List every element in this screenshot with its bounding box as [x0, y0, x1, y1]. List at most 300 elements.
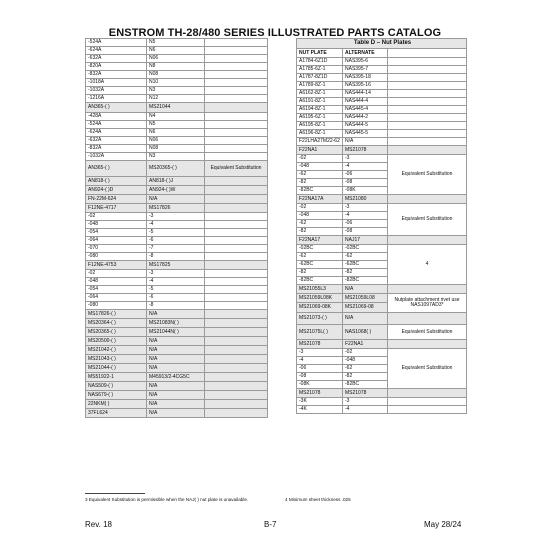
remarks-cell: [205, 103, 268, 113]
alternate-cell: N08: [147, 145, 205, 153]
remarks-cell: [205, 286, 268, 294]
nut-plate-cell: A1785-6Z-1: [297, 66, 343, 74]
alternate-cell: -4: [147, 278, 205, 286]
alternate-cell: N/A: [147, 346, 205, 355]
alternate-cell: -82BC: [343, 381, 388, 389]
part-number-cell: 37FL624: [86, 409, 147, 418]
remarks-cell: [205, 177, 268, 186]
remarks-cell: [388, 195, 467, 204]
alternate-cell: MS20365-( ): [147, 161, 205, 177]
table-row: [86, 204, 268, 213]
nut-plate-cell: -82: [297, 228, 343, 236]
remarks-cell: [205, 113, 268, 121]
remarks-cell: [205, 186, 268, 195]
table-row: [297, 285, 467, 294]
alternate-cell: -048: [343, 357, 388, 365]
part-number-cell: -524A: [86, 39, 147, 47]
remarks-cell: [205, 71, 268, 79]
part-number-cell: AN365-( ): [86, 103, 147, 113]
alternate-cell: NAS395-7: [343, 66, 388, 74]
remarks-cell: [388, 74, 467, 82]
table-row: [297, 294, 467, 303]
remarks-cell: [388, 146, 467, 155]
alternate-cell: N/A: [343, 138, 388, 146]
alternate-cell: N6: [147, 129, 205, 137]
table-row: [297, 66, 467, 74]
alternate-cell: -08K: [343, 187, 388, 195]
alternate-cell: N3: [147, 87, 205, 95]
alternate-cell: -82: [343, 269, 388, 277]
table-row: [297, 122, 467, 130]
column-header-alternate: ALTERNATE: [343, 49, 388, 58]
alternate-cell: N/A: [147, 337, 205, 346]
remarks-cell: [205, 245, 268, 253]
remarks-cell: [388, 114, 467, 122]
alternate-cell: NAJ17: [343, 236, 388, 245]
alternate-cell: -7: [147, 245, 205, 253]
table-row: [297, 340, 467, 349]
alternate-cell: -8: [147, 253, 205, 261]
table-row: [86, 337, 268, 346]
part-number-cell: NAS509-( ): [86, 382, 147, 391]
remarks-cell: [388, 106, 467, 114]
nut-plate-cell: -048: [297, 212, 343, 220]
alternate-cell: NAS445-4: [343, 106, 388, 114]
alternate-cell: NAS444-5: [343, 122, 388, 130]
table-row: [86, 270, 268, 278]
remarks-cell: [205, 278, 268, 286]
remarks-cell: [205, 328, 268, 337]
alternate-cell: NAS395-18: [343, 74, 388, 82]
nut-plate-cell: F22NA17: [297, 236, 343, 245]
page-title: ENSTROM TH-28/480 SERIES ILLUSTRATED PARTS CATALOG: [108, 27, 442, 39]
remarks-cell: [205, 382, 268, 391]
remarks-cell: [205, 302, 268, 310]
remarks-cell: [205, 409, 268, 418]
table-row: [86, 113, 268, 121]
table-row: [86, 253, 268, 261]
table-row: [86, 346, 268, 355]
part-number-cell: AN365-( ): [86, 161, 147, 177]
part-number-cell: AN924-( )D: [86, 186, 147, 195]
footnote-rule: [85, 493, 145, 494]
nut-plate-cell: -4: [297, 357, 343, 365]
table-row: [86, 391, 268, 400]
alternate-cell: MS21059L08: [343, 294, 388, 303]
table-row: [297, 204, 467, 212]
alternate-cell: N/A: [147, 364, 205, 373]
table-row: [86, 129, 268, 137]
table-row: [297, 146, 467, 155]
remarks-cell: [205, 237, 268, 245]
remarks-cell: [388, 389, 467, 398]
nut-plate-cell: -62BC: [297, 261, 343, 269]
alternate-cell: -5: [147, 286, 205, 294]
table-row: [86, 409, 268, 418]
nut-plate-cell: A6195-6Z-1: [297, 114, 343, 122]
alternate-cell: -62: [343, 253, 388, 261]
remarks-cell: Equivalent Substitution: [388, 349, 467, 389]
table-row: [86, 229, 268, 237]
part-number-cell: -070: [86, 245, 147, 253]
table-row: [297, 313, 467, 325]
left-cross-reference-table: [85, 38, 268, 418]
table-row: [86, 145, 268, 153]
nut-plate-cell: -82BC: [297, 277, 343, 285]
remarks-cell: [205, 47, 268, 55]
part-number-cell: -832A: [86, 145, 147, 153]
alternate-cell: MS21080: [343, 195, 388, 204]
table-row: [297, 114, 467, 122]
remarks-cell: Equivalent Substitution: [388, 155, 467, 195]
remarks-cell: [205, 145, 268, 153]
part-number-cell: -048: [86, 221, 147, 229]
alternate-cell: AN924-( )W: [147, 186, 205, 195]
part-number-cell: -1032A: [86, 153, 147, 161]
table-row: [86, 278, 268, 286]
alternate-cell: N4: [147, 113, 205, 121]
remarks-cell: [205, 204, 268, 213]
table-row: [297, 90, 467, 98]
alternate-cell: -02: [343, 349, 388, 357]
remarks-cell: [205, 400, 268, 409]
table-caption: Table D – Nut Plates: [297, 39, 467, 49]
nut-plate-cell: F22NA1: [297, 146, 343, 155]
alternate-cell: -3: [343, 204, 388, 212]
alternate-cell: -02BC: [343, 245, 388, 253]
nut-plate-cell: -08K: [297, 381, 343, 389]
alternate-cell: MS21044: [147, 103, 205, 113]
alternate-cell: AN818-( )J: [147, 177, 205, 186]
page-number: B-7: [264, 520, 277, 529]
part-number-cell: F12NE-4753: [86, 261, 147, 270]
alternate-cell: -08: [343, 228, 388, 236]
alternate-cell: NAS444-2: [343, 114, 388, 122]
part-number-cell: -080: [86, 253, 147, 261]
part-number-cell: -820A: [86, 63, 147, 71]
alternate-cell: -4: [343, 406, 388, 414]
alternate-cell: N10: [147, 79, 205, 87]
remarks-cell: [205, 87, 268, 95]
nut-plate-cell: MS21075L( ): [297, 325, 343, 340]
part-number-cell: AN818-( ): [86, 177, 147, 186]
remarks-cell: [205, 253, 268, 261]
remarks-cell: [205, 63, 268, 71]
remarks-cell: [205, 121, 268, 129]
remarks-cell: Equivalent Substitution: [205, 161, 268, 177]
table-row: [86, 213, 268, 221]
alternate-cell: N12: [147, 95, 205, 103]
remarks-cell: [205, 195, 268, 204]
table-row: [297, 155, 467, 163]
remarks-cell: [205, 310, 268, 319]
remarks-cell: Equivalent Substitution: [388, 325, 467, 340]
remarks-cell: [388, 285, 467, 294]
alternate-cell: N/A: [343, 313, 388, 325]
table-row: [86, 63, 268, 71]
alternate-cell: N/A: [147, 391, 205, 400]
table-row: [86, 195, 268, 204]
nut-plate-cell: -82: [297, 179, 343, 187]
part-number-cell: -624A: [86, 129, 147, 137]
nut-plate-cell: F22LHA27M22-62: [297, 138, 343, 146]
table-row: [86, 87, 268, 95]
nut-plate-cell: -3K: [297, 398, 343, 406]
table-row: [297, 349, 467, 357]
alternate-cell: MS21044N( ): [147, 328, 205, 337]
alternate-cell: NAS1068( ): [343, 325, 388, 340]
alternate-cell: MS21078: [343, 389, 388, 398]
part-number-cell: MS51922-1: [86, 373, 147, 382]
table-row: [86, 245, 268, 253]
nut-plate-cell: A6195-8Z-1: [297, 122, 343, 130]
table-row: [86, 153, 268, 161]
remarks-cell: [205, 137, 268, 145]
nut-plate-cell: -08: [297, 373, 343, 381]
nut-plate-cell: MS21069-08K: [297, 303, 343, 313]
alternate-cell: N3: [147, 153, 205, 161]
remarks-cell: [205, 79, 268, 87]
table-row: [86, 55, 268, 63]
nut-plate-cell: -02: [297, 155, 343, 163]
part-number-cell: MS20365-( ): [86, 328, 147, 337]
alternate-cell: -4: [147, 221, 205, 229]
alternate-cell: -5: [147, 229, 205, 237]
remarks-cell: [205, 229, 268, 237]
alternate-cell: NAS444-14: [343, 90, 388, 98]
table-row: [86, 186, 268, 195]
nut-plate-cell: A1789-8Z-1: [297, 82, 343, 90]
remarks-cell: [388, 122, 467, 130]
part-number-cell: MS20364-( ): [86, 319, 147, 328]
nut-plate-cell: MS21055L3: [297, 285, 343, 294]
footnote-4: 4 Minimum sheet thickness .025: [285, 497, 351, 502]
nut-plate-cell: -82BC: [297, 187, 343, 195]
nut-plate-cell: -4K: [297, 406, 343, 414]
part-number-cell: -1032A: [86, 87, 147, 95]
remarks-cell: [205, 261, 268, 270]
table-row: [86, 286, 268, 294]
part-number-cell: -632A: [86, 137, 147, 145]
alternate-cell: -3: [343, 398, 388, 406]
table-row: [297, 82, 467, 90]
table-row: [86, 39, 268, 47]
nut-plate-cell: -06: [297, 365, 343, 373]
alternate-cell: -3: [147, 213, 205, 221]
nut-plate-cell: F22NA17A: [297, 195, 343, 204]
remarks-cell: [388, 406, 467, 414]
alternate-cell: -08: [343, 179, 388, 187]
part-number-cell: F12NE-4717: [86, 204, 147, 213]
table-row: [86, 79, 268, 87]
remarks-cell: Nutplate attachment rivet use NAS1097AD3*: [388, 294, 467, 313]
revision-label: Rev. 18: [85, 520, 112, 529]
alternate-cell: MS17826: [147, 204, 205, 213]
part-number-cell: -428A: [86, 113, 147, 121]
remarks-cell: [388, 90, 467, 98]
table-row: [86, 355, 268, 364]
remarks-cell: [388, 66, 467, 74]
alternate-cell: N8: [147, 63, 205, 71]
alternate-cell: -62: [343, 365, 388, 373]
nut-plate-cell: -82: [297, 269, 343, 277]
part-number-cell: 22NKM( ): [86, 400, 147, 409]
alternate-cell: NAS395-6: [343, 58, 388, 66]
alternate-cell: MS21078: [343, 146, 388, 155]
remarks-cell: [205, 55, 268, 63]
table-row: [86, 310, 268, 319]
table-row: [86, 382, 268, 391]
part-number-cell: MS20500-( ): [86, 337, 147, 346]
nut-plate-cell: -62: [297, 253, 343, 261]
table-row: [297, 138, 467, 146]
alternate-cell: -82BC: [343, 277, 388, 285]
part-number-cell: -064: [86, 237, 147, 245]
part-number-cell: -054: [86, 229, 147, 237]
table-row: [297, 195, 467, 204]
remarks-cell: [205, 346, 268, 355]
alternate-cell: N/A: [147, 195, 205, 204]
alternate-cell: N/A: [147, 409, 205, 418]
part-number-cell: -048: [86, 278, 147, 286]
table-row: [86, 137, 268, 145]
table-row: [297, 245, 467, 253]
nut-plate-cell: MS21078: [297, 340, 343, 349]
remarks-cell: Equivalent Substitution: [388, 204, 467, 236]
alternate-cell: MS21083N( ): [147, 319, 205, 328]
table-row: [86, 319, 268, 328]
remarks-cell: [388, 58, 467, 66]
remarks-cell: [205, 213, 268, 221]
column-header-nut-plate: NUT PLATE: [297, 49, 343, 58]
part-number-cell: -624A: [86, 47, 147, 55]
part-number-cell: MS21043-( ): [86, 355, 147, 364]
alternate-cell: MS21069-08: [343, 303, 388, 313]
table-row: [86, 302, 268, 310]
alternate-cell: NAS444-4: [343, 98, 388, 106]
alternate-cell: -3: [343, 155, 388, 163]
alternate-cell: N5: [147, 39, 205, 47]
table-row: [86, 400, 268, 409]
alternate-cell: -62BC: [343, 261, 388, 269]
alternate-cell: NAS395-16: [343, 82, 388, 90]
table-row: [86, 103, 268, 113]
nut-plate-cell: -3: [297, 349, 343, 357]
alternate-cell: -06: [343, 171, 388, 179]
nut-plate-cell: -62: [297, 171, 343, 179]
alternate-cell: NAS445-5: [343, 130, 388, 138]
remarks-cell: [388, 313, 467, 325]
remarks-cell: [205, 337, 268, 346]
part-number-cell: -054: [86, 286, 147, 294]
remarks-cell: [205, 319, 268, 328]
table-row: [297, 58, 467, 66]
part-number-cell: -02: [86, 270, 147, 278]
remarks-cell: [388, 398, 467, 406]
alternate-cell: N/A: [147, 400, 205, 409]
part-number-cell: MS17826-( ): [86, 310, 147, 319]
table-row: [86, 261, 268, 270]
alternate-cell: -6: [147, 294, 205, 302]
remarks-cell: [388, 236, 467, 245]
table-row: [86, 221, 268, 229]
nut-plate-cell: A6162-8Z-1: [297, 90, 343, 98]
remarks-cell: [205, 391, 268, 400]
alternate-cell: -82: [343, 373, 388, 381]
table-row: [86, 95, 268, 103]
part-number-cell: MS21042-( ): [86, 346, 147, 355]
nut-plate-cell: A1784-6Z1D: [297, 58, 343, 66]
alternate-cell: -06: [343, 220, 388, 228]
remarks-cell: [205, 39, 268, 47]
table-row: [297, 130, 467, 138]
alternate-cell: -6: [147, 237, 205, 245]
remarks-cell: [205, 373, 268, 382]
alternate-cell: M45913/2-4CG5C: [147, 373, 205, 382]
revision-date: May 28/24: [424, 520, 462, 529]
table-row: [86, 373, 268, 382]
table-row: [86, 177, 268, 186]
alternate-cell: -3: [147, 270, 205, 278]
footnote-3: 3 Equivalent Substitution is permissible when the NAJ( ) nut plate is unavailable.: [85, 497, 249, 502]
table-row: [86, 364, 268, 373]
alternate-cell: N08: [147, 71, 205, 79]
remarks-cell: [388, 98, 467, 106]
alternate-cell: N6: [147, 47, 205, 55]
alternate-cell: N/A: [147, 310, 205, 319]
table-row: [86, 47, 268, 55]
nut-plates-table: [296, 38, 467, 414]
table-row: [297, 74, 467, 82]
nut-plate-cell: A6194-8Z-1: [297, 106, 343, 114]
remarks-cell: 4: [388, 245, 467, 285]
table-row: [297, 98, 467, 106]
remarks-cell: [205, 95, 268, 103]
nut-plate-cell: -048: [297, 163, 343, 171]
table-row: [297, 325, 467, 340]
remarks-cell: [388, 82, 467, 90]
alternate-cell: -8: [147, 302, 205, 310]
part-number-cell: -832A: [86, 71, 147, 79]
nut-plate-cell: MS21073-( ): [297, 313, 343, 325]
alternate-cell: N/A: [343, 285, 388, 294]
remarks-cell: [205, 221, 268, 229]
remarks-cell: [205, 364, 268, 373]
nut-plate-cell: -02: [297, 204, 343, 212]
part-number-cell: -02: [86, 213, 147, 221]
part-number-cell: -064: [86, 294, 147, 302]
part-number-cell: -524A: [86, 121, 147, 129]
table-row: [86, 161, 268, 177]
alternate-cell: MS17825: [147, 261, 205, 270]
nut-plate-cell: -62: [297, 220, 343, 228]
table-row: [297, 236, 467, 245]
remarks-cell: [205, 129, 268, 137]
part-number-cell: MS21044-( ): [86, 364, 147, 373]
table-row: [86, 294, 268, 302]
part-number-cell: -1018A: [86, 79, 147, 87]
table-row: [86, 121, 268, 129]
table-row: [297, 106, 467, 114]
alternate-cell: F22NA1: [343, 340, 388, 349]
alternate-cell: N06: [147, 137, 205, 145]
column-header-notes: [388, 49, 467, 58]
table-row: [86, 71, 268, 79]
alternate-cell: N/A: [147, 355, 205, 364]
nut-plate-cell: A6191-8Z-1: [297, 98, 343, 106]
alternate-cell: -4: [343, 212, 388, 220]
remarks-cell: [388, 340, 467, 349]
